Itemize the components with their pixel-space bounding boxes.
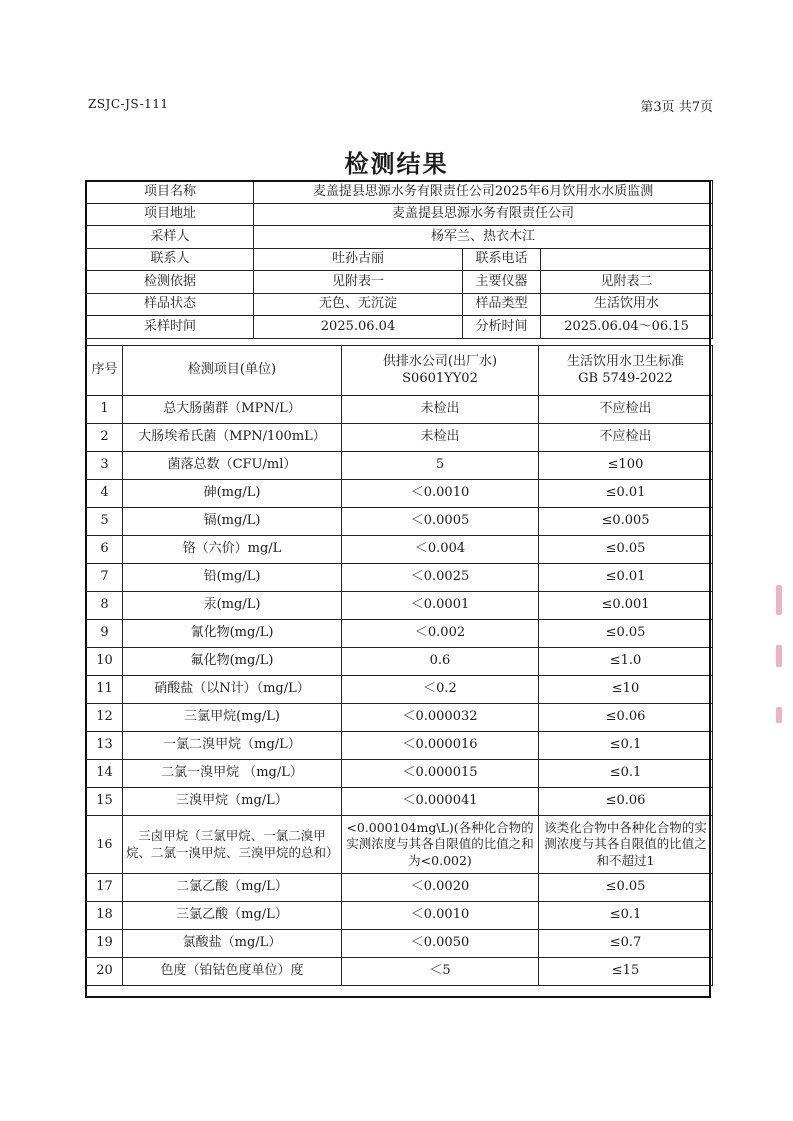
row-limit: 不应检出 [539,424,713,452]
info-row-sampling-time [87,316,713,339]
row-result: ＜0.004 [342,536,539,564]
table-row [87,452,713,480]
info-row-project-name [87,181,713,204]
table-row [87,480,713,508]
project-name-label: 项目名称 [87,181,254,204]
row-item: 菌落总数（CFU/ml） [123,452,342,480]
row-item: 总大肠菌群（MPN/L） [123,396,342,424]
row-limit: ≤0.1 [539,760,713,788]
row-limit: ≤0.1 [539,732,713,760]
row-result: ＜0.000041 [342,788,539,816]
row-limit: 该类化合物中各种化合物的实测浓度与其各自限值的比值之和不超过1 [539,816,713,874]
row-result: ＜5 [342,958,539,986]
row-no: 16 [87,816,123,874]
table-row [87,902,713,930]
phone-label: 联系电话 [463,248,541,271]
row-result: <0.000104mg\L)(各种化合物的实测浓度与其各自限值的比值之和为<0.002) [342,816,539,874]
row-item: 一氯二溴甲烷（mg/L） [123,732,342,760]
sampling-time-value: 2025.06.04 [254,316,463,339]
header-sample-code: S0601YY02 [402,370,478,386]
row-limit: ≤100 [539,452,713,480]
table-row [87,508,713,536]
table-row [87,536,713,564]
row-no: 12 [87,704,123,732]
row-no: 15 [87,788,123,816]
row-limit: ≤10 [539,676,713,704]
header-standard-name: 生活饮用水卫生标准 [566,354,684,370]
info-row-sampler [87,226,713,249]
header-standard [539,346,713,396]
row-limit: ≤0.001 [539,592,713,620]
row-result: 未检出 [342,424,539,452]
row-item: 铬（六价）mg/L [123,536,342,564]
project-info-table [86,180,713,339]
row-no: 6 [87,536,123,564]
row-item: 硝酸盐（以N计）（mg/L） [123,676,342,704]
row-result: ＜0.0020 [342,874,539,902]
row-result: ＜0.000032 [342,704,539,732]
project-address-label: 项目地址 [87,203,254,226]
row-limit: ≤0.05 [539,536,713,564]
row-result: ＜0.000016 [342,732,539,760]
results-table [86,345,713,986]
table-row [87,704,713,732]
sampler-value: 杨军兰、热衣木江 [254,226,713,249]
row-item: 二氯乙酸（mg/L） [123,874,342,902]
header-no: 序号 [87,346,123,396]
row-result: 未检出 [342,396,539,424]
row-limit: ≤0.05 [539,874,713,902]
instrument-label: 主要仪器 [463,271,541,294]
row-no: 14 [87,760,123,788]
table-row [87,874,713,902]
sampler-label: 采样人 [87,226,254,249]
row-no: 18 [87,902,123,930]
row-result: ＜0.0010 [342,902,539,930]
basis-value: 见附表一 [254,271,463,294]
row-result: ＜0.002 [342,620,539,648]
row-item: 氟化物(mg/L) [123,648,342,676]
row-item: 三氯甲烷(mg/L) [123,704,342,732]
row-no: 10 [87,648,123,676]
row-item: 氯酸盐（mg/L） [123,930,342,958]
table-row [87,676,713,704]
page-title: 检测结果 [344,149,449,178]
row-item: 三氯乙酸（mg/L） [123,902,342,930]
row-no: 5 [87,508,123,536]
table-row [87,732,713,760]
row-no: 19 [87,930,123,958]
info-row-project-address [87,203,713,226]
sample-type-label: 样品类型 [463,293,541,316]
table-row [87,930,713,958]
row-item: 大肠埃希氏菌（MPN/100mL） [123,424,342,452]
row-limit: ≤0.06 [539,788,713,816]
row-item: 三卤甲烷（三氯甲烷、一氯二溴甲烷、二氯一溴甲烷、三溴甲烷的总和） [123,816,342,874]
row-limit: ≤0.7 [539,930,713,958]
row-limit: ≤1.0 [539,648,713,676]
header-item: 检测项目(单位) [123,346,342,396]
row-limit: ≤15 [539,958,713,986]
row-result: ＜0.0005 [342,508,539,536]
row-result: ＜0.000015 [342,760,539,788]
results-header-row [87,346,713,396]
sample-state-label: 样品状态 [87,293,254,316]
header-standard-code: GB 5749-2022 [578,370,673,386]
row-result: ＜0.0025 [342,564,539,592]
basis-label: 检测依据 [87,271,254,294]
sample-type-value: 生活饮用水 [541,293,713,316]
row-no: 11 [87,676,123,704]
row-limit: ≤0.06 [539,704,713,732]
table-row [87,648,713,676]
row-result: ＜0.2 [342,676,539,704]
table-row [87,816,713,874]
row-item: 铅(mg/L) [123,564,342,592]
project-address-value: 麦盖提县思源水务有限责任公司 [254,203,713,226]
table-row [87,760,713,788]
table-row [87,396,713,424]
row-no: 1 [87,396,123,424]
row-limit: ≤0.05 [539,620,713,648]
row-no: 3 [87,452,123,480]
analysis-time-label: 分析时间 [463,316,541,339]
row-item: 氰化物(mg/L) [123,620,342,648]
seal-stamp-fragment [766,575,792,745]
project-name-value: 麦盖提县思源水务有限责任公司2025年6月饮用水水质监测 [254,181,713,204]
phone-value [541,248,713,271]
row-no: 7 [87,564,123,592]
row-item: 色度（铂钴色度单位）度 [123,958,342,986]
row-no: 17 [87,874,123,902]
row-result: 5 [342,452,539,480]
row-result: ＜0.0050 [342,930,539,958]
row-limit: ≤0.01 [539,564,713,592]
header-sample-name: 供排水公司(出厂水) [382,354,498,370]
table-row [87,958,713,986]
table-row [87,620,713,648]
row-no: 9 [87,620,123,648]
contact-label: 联系人 [87,248,254,271]
row-limit: 不应检出 [539,396,713,424]
row-item: 镉(mg/L) [123,508,342,536]
table-row [87,424,713,452]
row-no: 2 [87,424,123,452]
row-item: 三溴甲烷（mg/L） [123,788,342,816]
analysis-time-value: 2025.06.04～06.15 [541,316,713,339]
row-result: ＜0.0001 [342,592,539,620]
row-limit: ≤0.01 [539,480,713,508]
row-item: 二氯一溴甲烷 （mg/L） [123,760,342,788]
info-row-sample-state [87,293,713,316]
instrument-value: 见附表二 [541,271,713,294]
info-row-contact [87,248,713,271]
row-result: 0.6 [342,648,539,676]
table-row [87,788,713,816]
row-result: ＜0.0010 [342,480,539,508]
row-item: 砷(mg/L) [123,480,342,508]
sampling-time-label: 采样时间 [87,316,254,339]
row-limit: ≤0.005 [539,508,713,536]
table-row [87,564,713,592]
sample-state-value: 无色、无沉淀 [254,293,463,316]
document-code: ZSJC-JS-111 [88,97,169,111]
table-row [87,592,713,620]
row-no: 8 [87,592,123,620]
row-no: 4 [87,480,123,508]
row-item: 汞(mg/L) [123,592,342,620]
row-limit: ≤0.1 [539,902,713,930]
page-indicator: 第3页 共7页 [640,100,713,115]
info-row-basis [87,271,713,294]
header-sample [342,346,539,396]
row-no: 20 [87,958,123,986]
contact-value: 吐孙古丽 [254,248,463,271]
row-no: 13 [87,732,123,760]
